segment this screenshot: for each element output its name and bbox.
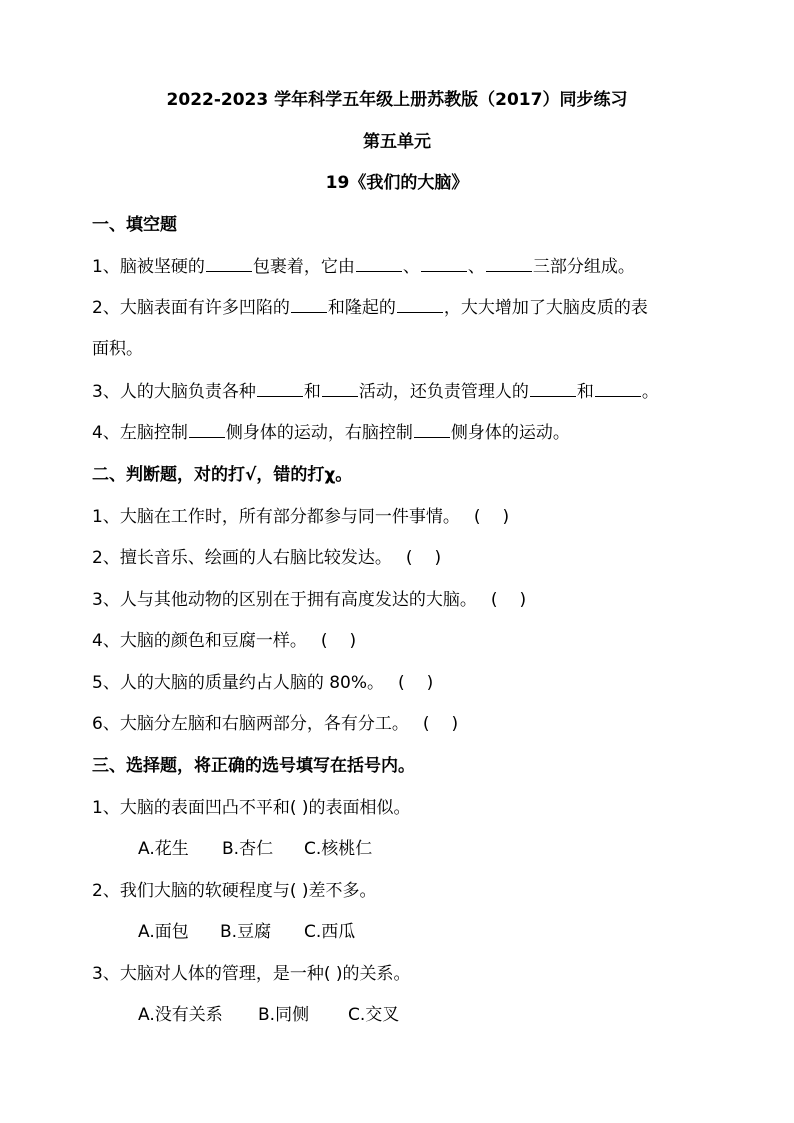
judge-item: 6、大脑分左脑和右脑两部分，各有分工。 ( ) bbox=[92, 714, 459, 734]
fill-question-2-continued: 面积。 bbox=[92, 339, 143, 359]
fill-question-2: 2、大脑表面有许多凹陷的 和隆起的 ，大大增加了大脑皮质的表 bbox=[92, 293, 648, 318]
choice-options-2 bbox=[138, 917, 355, 942]
answer-blank[interactable] bbox=[322, 379, 358, 397]
choice-question-3: 3、大脑对人体的管理，是一种( )的关系。 bbox=[92, 964, 411, 984]
answer-parentheses[interactable]: ( ) bbox=[473, 507, 510, 527]
lesson-title: 19《我们的大脑》 bbox=[325, 173, 469, 193]
choice-options-3 bbox=[138, 1000, 399, 1025]
choice-question-1: 1、大脑的表面凹凸不平和( )的表面相似。 bbox=[92, 798, 411, 818]
judge-section-heading: 二、判断题，对的打√，错的打χ。 bbox=[92, 465, 353, 485]
option-b[interactable]: B.同侧 bbox=[258, 1005, 310, 1025]
answer-blank[interactable] bbox=[530, 379, 576, 397]
answer-blank[interactable] bbox=[291, 295, 327, 313]
answer-blank[interactable] bbox=[414, 420, 450, 438]
answer-blank[interactable] bbox=[595, 379, 641, 397]
choice-section-heading: 三、选择题，将正确的选号填写在括号内。 bbox=[92, 756, 415, 776]
answer-blank[interactable] bbox=[206, 254, 252, 272]
option-b[interactable]: B.豆腐 bbox=[220, 922, 272, 942]
unit-title: 第五单元 bbox=[363, 132, 431, 152]
judge-item: 3、人与其他动物的区别在于拥有高度发达的大脑。 ( ) bbox=[92, 590, 527, 610]
answer-blank[interactable] bbox=[356, 254, 402, 272]
worksheet-title: 2022-2023 学年科学五年级上册苏教版（2017）同步练习 bbox=[166, 90, 628, 110]
judge-item: 4、大脑的颜色和豆腐一样。 ( ) bbox=[92, 631, 357, 651]
judge-item: 1、大脑在工作时，所有部分都参与同一件事情。 ( ) bbox=[92, 507, 510, 527]
answer-blank[interactable] bbox=[486, 254, 532, 272]
fill-question-4: 4、左脑控制 侧身体的运动，右脑控制 侧身体的运动。 bbox=[92, 418, 570, 443]
option-c[interactable]: C.核桃仁 bbox=[304, 839, 373, 859]
option-a[interactable]: A.面包 bbox=[138, 922, 189, 942]
option-b[interactable]: B.杏仁 bbox=[222, 839, 274, 859]
answer-parentheses[interactable]: ( ) bbox=[398, 673, 434, 693]
answer-blank[interactable] bbox=[397, 295, 443, 313]
answer-parentheses[interactable]: ( ) bbox=[490, 590, 527, 610]
option-c[interactable]: C.西瓜 bbox=[304, 922, 356, 942]
option-a[interactable]: A.没有关系 bbox=[138, 1005, 223, 1025]
choice-question-2: 2、我们大脑的软硬程度与( )差不多。 bbox=[92, 881, 377, 901]
answer-parentheses[interactable]: ( ) bbox=[320, 631, 357, 651]
answer-parentheses[interactable]: ( ) bbox=[422, 714, 459, 734]
choice-options-1 bbox=[138, 834, 372, 859]
answer-blank[interactable] bbox=[257, 379, 303, 397]
option-c[interactable]: C.交叉 bbox=[348, 1005, 400, 1025]
answer-blank[interactable] bbox=[189, 420, 225, 438]
fill-question-3: 3、人的大脑负责各种 和 活动，还负责管理人的 和 。 bbox=[92, 377, 659, 402]
fill-question-1: 1、脑被坚硬的 包裹着，它由 、 、 三部分组成。 bbox=[92, 252, 635, 277]
option-a[interactable]: A.花生 bbox=[138, 839, 189, 859]
fill-section-heading: 一、填空题 bbox=[92, 215, 177, 235]
answer-parentheses[interactable]: ( ) bbox=[405, 548, 442, 568]
answer-blank[interactable] bbox=[421, 254, 467, 272]
judge-item: 5、人的大脑的质量约占人脑的 80%。 ( ) bbox=[92, 673, 434, 693]
judge-item: 2、擅长音乐、绘画的人右脑比较发达。 ( ) bbox=[92, 548, 442, 568]
